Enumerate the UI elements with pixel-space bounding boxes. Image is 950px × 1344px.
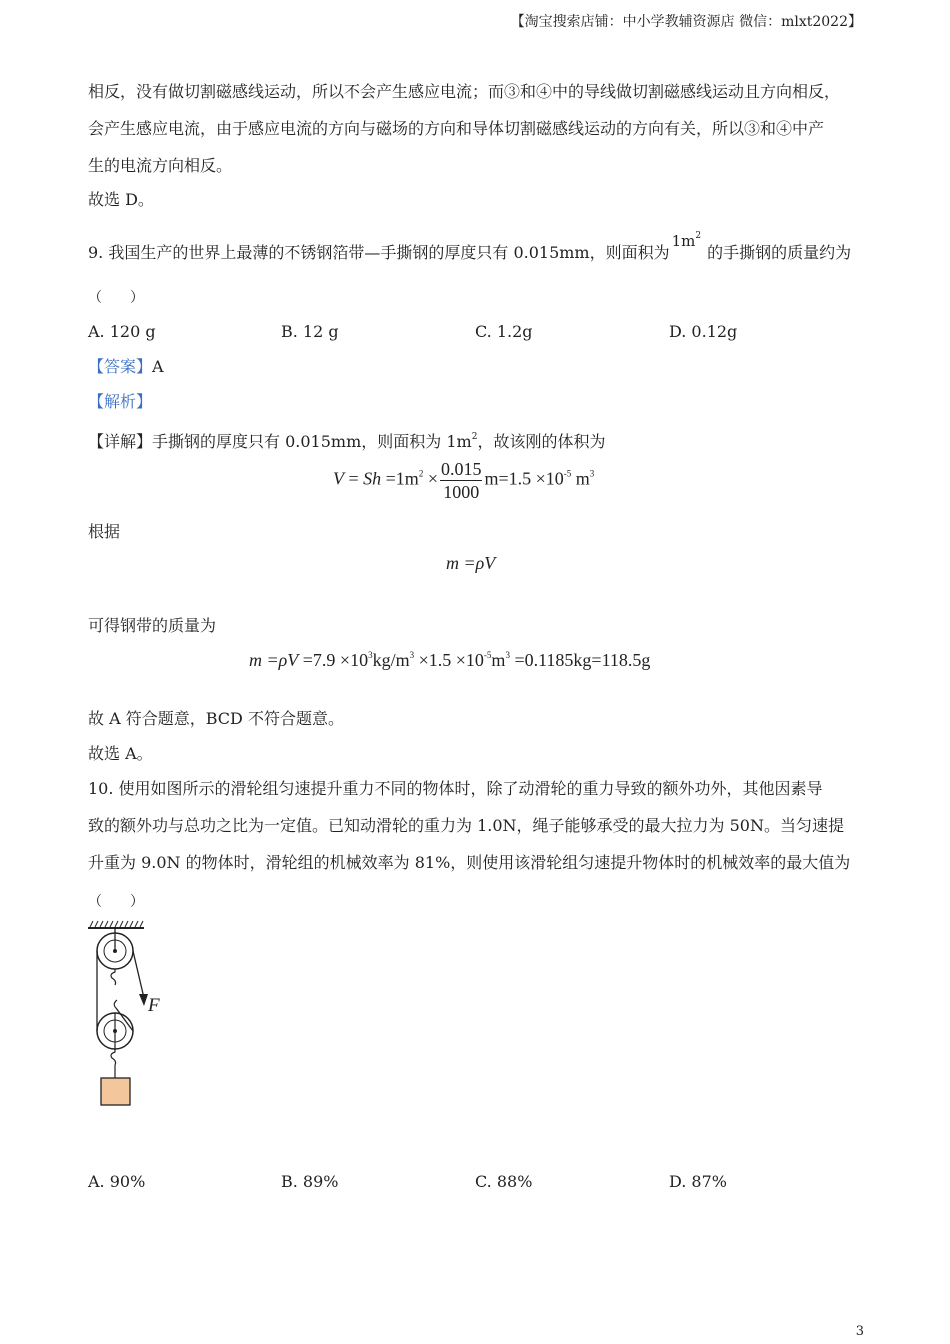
option-d: D. 0.12g: [669, 322, 738, 341]
page-header: 【淘宝搜索店铺：中小学教辅资源店 微信：mlxt2022】: [510, 14, 862, 30]
mass-intro: 可得钢带的质量为: [88, 616, 217, 635]
answer-paren: （ ）: [88, 894, 144, 910]
option-d: D. 87%: [669, 1172, 727, 1191]
rope: [133, 951, 144, 998]
density-formula: m =ρV: [446, 553, 496, 573]
hook: [111, 1049, 116, 1065]
answer-label: 【答案】: [88, 357, 153, 376]
mass-formula: $m =\rho V =7.9 \times 10^3kg/m^3 \times 1.5 \times 10^{-5}m^3 =0.1185kg=118.5g$: [249, 650, 651, 670]
option-a: A. 90%: [88, 1172, 146, 1191]
paragraph-line: 生的电流方向相反。: [88, 156, 233, 175]
volume-formula: $V = Sh =1m^2$ × $\frac{0.015}{1000}$ $m=1.5 \times 10^{-5}$ $m^3$: [333, 459, 595, 502]
answer-value: A: [152, 357, 164, 376]
force-label: F: [148, 995, 160, 1016]
basis-line: 根据: [88, 522, 121, 541]
option-c: C. 1.2g: [475, 322, 533, 341]
hook: [114, 1000, 117, 1008]
stem-text: 9. 我国生产的世界上最薄的不锈钢箔带—手撕钢的厚度只有 0.015mm，则面积为: [88, 243, 670, 262]
choose-line: 故选 D。: [88, 190, 154, 209]
page-number: 3: [855, 1324, 864, 1339]
choose-line: 故选 A。: [88, 744, 153, 763]
question-10-line: 10. 使用如图所示的滑轮组匀速提升重力不同的物体时，除了动滑轮的重力导致的额外功外，其他因素导: [88, 779, 823, 798]
pulley-diagram: [84, 920, 174, 1110]
answer-paren: （ ）: [88, 290, 144, 306]
question-10-line: 升重为 9.0N 的物体时，滑轮组的机械效率为 81%，则使用该滑轮组匀速提升物体时的机械效率的最大值为: [88, 853, 851, 872]
rope: [116, 1008, 133, 1031]
option-a: A. 120 g: [88, 322, 156, 341]
question-10-line: 致的额外功与总功之比为一定值。已知动滑轮的重力为 1.0N，绳子能够承受的最大拉力为 50N。当匀速提: [88, 816, 844, 835]
detail-label: 【详解】: [88, 432, 153, 451]
hook: [111, 969, 116, 985]
paragraph-line: 相反，没有做切割磁感线运动，所以不会产生感应电流；而③和④中的导线做切割磁感线运动且方向相反，: [88, 82, 841, 101]
detail-line: 【详解】手撕钢的厚度只有 0.015mm，则面积为 $1m^2$，故该刚的体积为: [88, 432, 606, 451]
load-block: [101, 1078, 130, 1105]
conclusion-line: 故 A 符合题意，BCD 不符合题意。: [88, 709, 344, 728]
option-b: B. 89%: [281, 1172, 339, 1191]
paragraph-line: 会产生感应电流，由于感应电流的方向与磁场的方向和导体切割磁感线运动的方向有关，所以③和④中产: [88, 119, 825, 138]
fraction: $\frac{0.015}{1000}$: [440, 459, 482, 502]
stem-area: $1m^2$: [671, 231, 702, 250]
option-c: C. 88%: [475, 1172, 533, 1191]
answer-line: [88, 357, 164, 377]
option-b: B. 12 g: [281, 322, 339, 341]
question-9-stem: 9. 我国生产的世界上最薄的不锈钢箔带—手撕钢的厚度只有 0.015mm，则面积为$1m^2$的手撕钢的质量约为: [88, 231, 852, 262]
force-arrow: [139, 994, 148, 1006]
analysis-label: 【解析】: [88, 392, 153, 411]
ceiling-hatch: [90, 921, 143, 927]
